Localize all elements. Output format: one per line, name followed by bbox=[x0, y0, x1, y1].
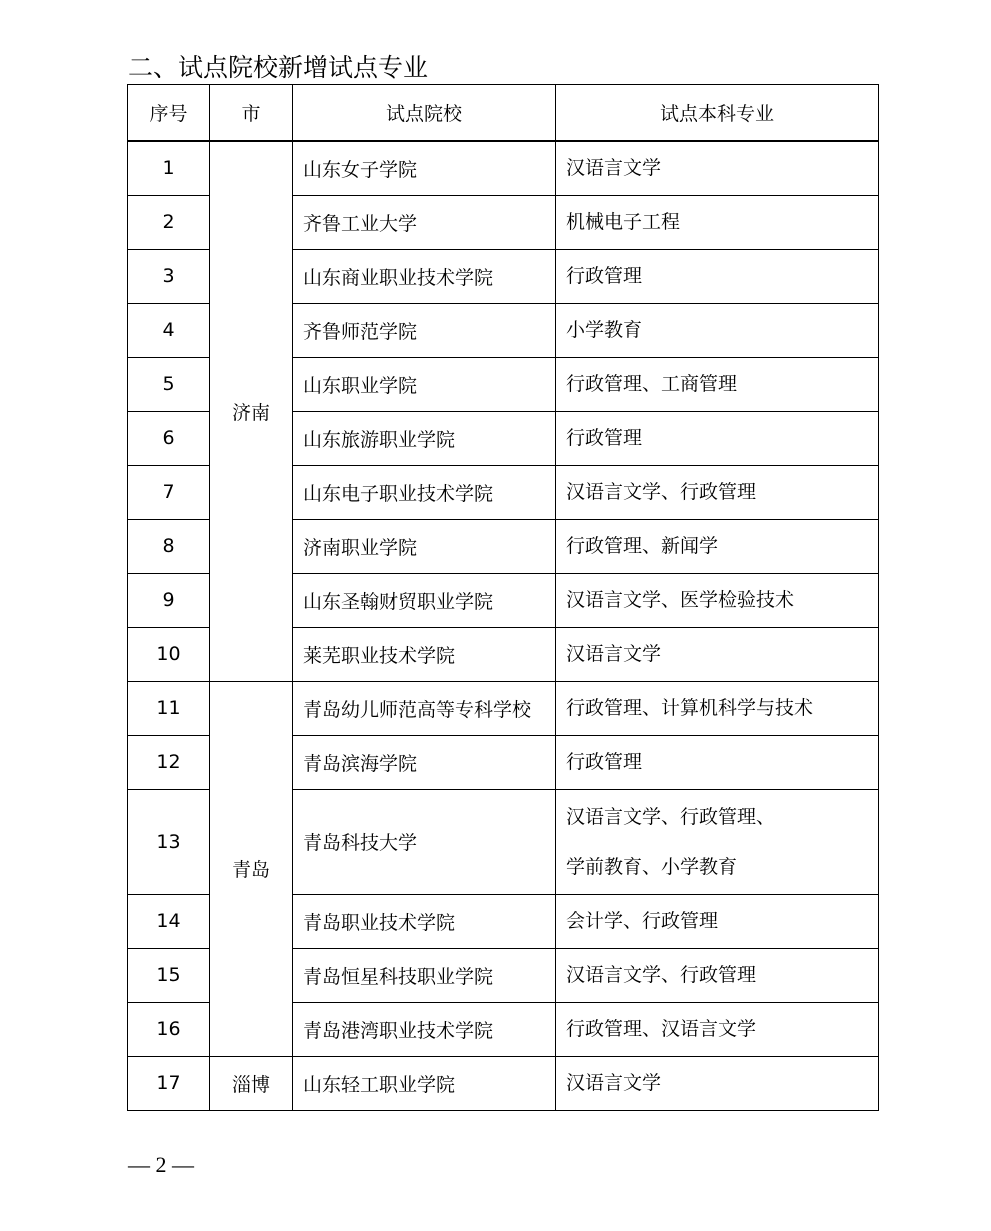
major-list bbox=[556, 735, 879, 789]
school-name: 山东电子职业技术学院 bbox=[293, 465, 556, 519]
school-name: 山东圣翰财贸职业学院 bbox=[293, 573, 556, 627]
row-number: 13 bbox=[128, 789, 210, 894]
major-list bbox=[556, 894, 879, 948]
major-list bbox=[556, 465, 879, 519]
table-header-row bbox=[128, 85, 879, 142]
major-line: 行政管理 bbox=[566, 427, 643, 449]
major-list bbox=[556, 1002, 879, 1056]
row-number: 17 bbox=[128, 1056, 210, 1110]
major-list bbox=[556, 303, 879, 357]
major-line: 汉语言文学、医学检验技术 bbox=[566, 589, 795, 611]
major-list bbox=[556, 249, 879, 303]
school-name: 山东轻工职业学院 bbox=[293, 1056, 556, 1110]
row-number: 8 bbox=[128, 519, 210, 573]
city-cell: 济南 bbox=[210, 141, 293, 681]
column-header-city: 市 bbox=[210, 85, 293, 142]
major-line: 行政管理、新闻学 bbox=[566, 535, 719, 557]
major-list bbox=[556, 573, 879, 627]
school-name: 山东女子学院 bbox=[293, 141, 556, 195]
major-line: 行政管理 bbox=[566, 265, 643, 287]
major-list bbox=[556, 195, 879, 249]
row-number: 10 bbox=[128, 627, 210, 681]
school-name: 山东旅游职业学院 bbox=[293, 411, 556, 465]
major-line: 汉语言文学、行政管理、 bbox=[566, 805, 776, 828]
school-name: 青岛港湾职业技术学院 bbox=[293, 1002, 556, 1056]
page-number: — 2 — bbox=[128, 1152, 194, 1177]
section-heading: 二、试点院校新增试点专业 bbox=[128, 53, 429, 82]
table-body bbox=[128, 85, 879, 1111]
major-line: 行政管理 bbox=[566, 751, 643, 773]
major-line: 机械电子工程 bbox=[566, 211, 681, 233]
major-line: 小学教育 bbox=[566, 319, 643, 341]
major-list bbox=[556, 1056, 879, 1110]
city-cell: 青岛 bbox=[210, 681, 293, 1056]
major-line: 学前教育、小学教育 bbox=[566, 855, 738, 878]
row-number: 2 bbox=[128, 195, 210, 249]
major-list bbox=[556, 627, 879, 681]
school-name: 青岛职业技术学院 bbox=[293, 894, 556, 948]
major-list bbox=[556, 789, 879, 894]
row-number: 9 bbox=[128, 573, 210, 627]
table-row bbox=[128, 1056, 879, 1110]
row-number: 4 bbox=[128, 303, 210, 357]
row-number: 14 bbox=[128, 894, 210, 948]
column-header-major: 试点本科专业 bbox=[556, 85, 879, 142]
row-number: 16 bbox=[128, 1002, 210, 1056]
school-name: 莱芜职业技术学院 bbox=[293, 627, 556, 681]
major-line: 汉语言文学、行政管理 bbox=[566, 481, 757, 503]
major-list bbox=[556, 519, 879, 573]
school-name: 济南职业学院 bbox=[293, 519, 556, 573]
row-number: 11 bbox=[128, 681, 210, 735]
major-line: 会计学、行政管理 bbox=[566, 910, 719, 932]
major-list bbox=[556, 681, 879, 735]
major-line: 汉语言文学、行政管理 bbox=[566, 964, 757, 986]
school-name: 山东商业职业技术学院 bbox=[293, 249, 556, 303]
row-number: 15 bbox=[128, 948, 210, 1002]
school-name: 齐鲁师范学院 bbox=[293, 303, 556, 357]
row-number: 5 bbox=[128, 357, 210, 411]
school-name: 青岛科技大学 bbox=[293, 789, 556, 894]
school-name: 青岛幼儿师范高等专科学校 bbox=[293, 681, 556, 735]
school-name: 青岛滨海学院 bbox=[293, 735, 556, 789]
column-header-school: 试点院校 bbox=[293, 85, 556, 142]
major-list bbox=[556, 411, 879, 465]
row-number: 12 bbox=[128, 735, 210, 789]
table-row bbox=[128, 141, 879, 195]
row-number: 7 bbox=[128, 465, 210, 519]
major-list bbox=[556, 948, 879, 1002]
school-name: 山东职业学院 bbox=[293, 357, 556, 411]
major-line: 行政管理、计算机科学与技术 bbox=[566, 697, 814, 719]
major-list bbox=[556, 141, 879, 195]
school-name: 齐鲁工业大学 bbox=[293, 195, 556, 249]
major-line: 汉语言文学 bbox=[566, 1072, 662, 1094]
row-number: 6 bbox=[128, 411, 210, 465]
row-number: 1 bbox=[128, 141, 210, 195]
table-row bbox=[128, 681, 879, 735]
major-list bbox=[556, 357, 879, 411]
major-line: 行政管理、工商管理 bbox=[566, 373, 738, 395]
pilot-majors-table bbox=[127, 84, 879, 1111]
city-cell: 淄博 bbox=[210, 1056, 293, 1110]
major-line: 汉语言文学 bbox=[566, 643, 662, 665]
school-name: 青岛恒星科技职业学院 bbox=[293, 948, 556, 1002]
major-line: 行政管理、汉语言文学 bbox=[566, 1018, 757, 1040]
row-number: 3 bbox=[128, 249, 210, 303]
major-line: 汉语言文学 bbox=[566, 157, 662, 180]
column-header-number: 序号 bbox=[128, 85, 210, 142]
